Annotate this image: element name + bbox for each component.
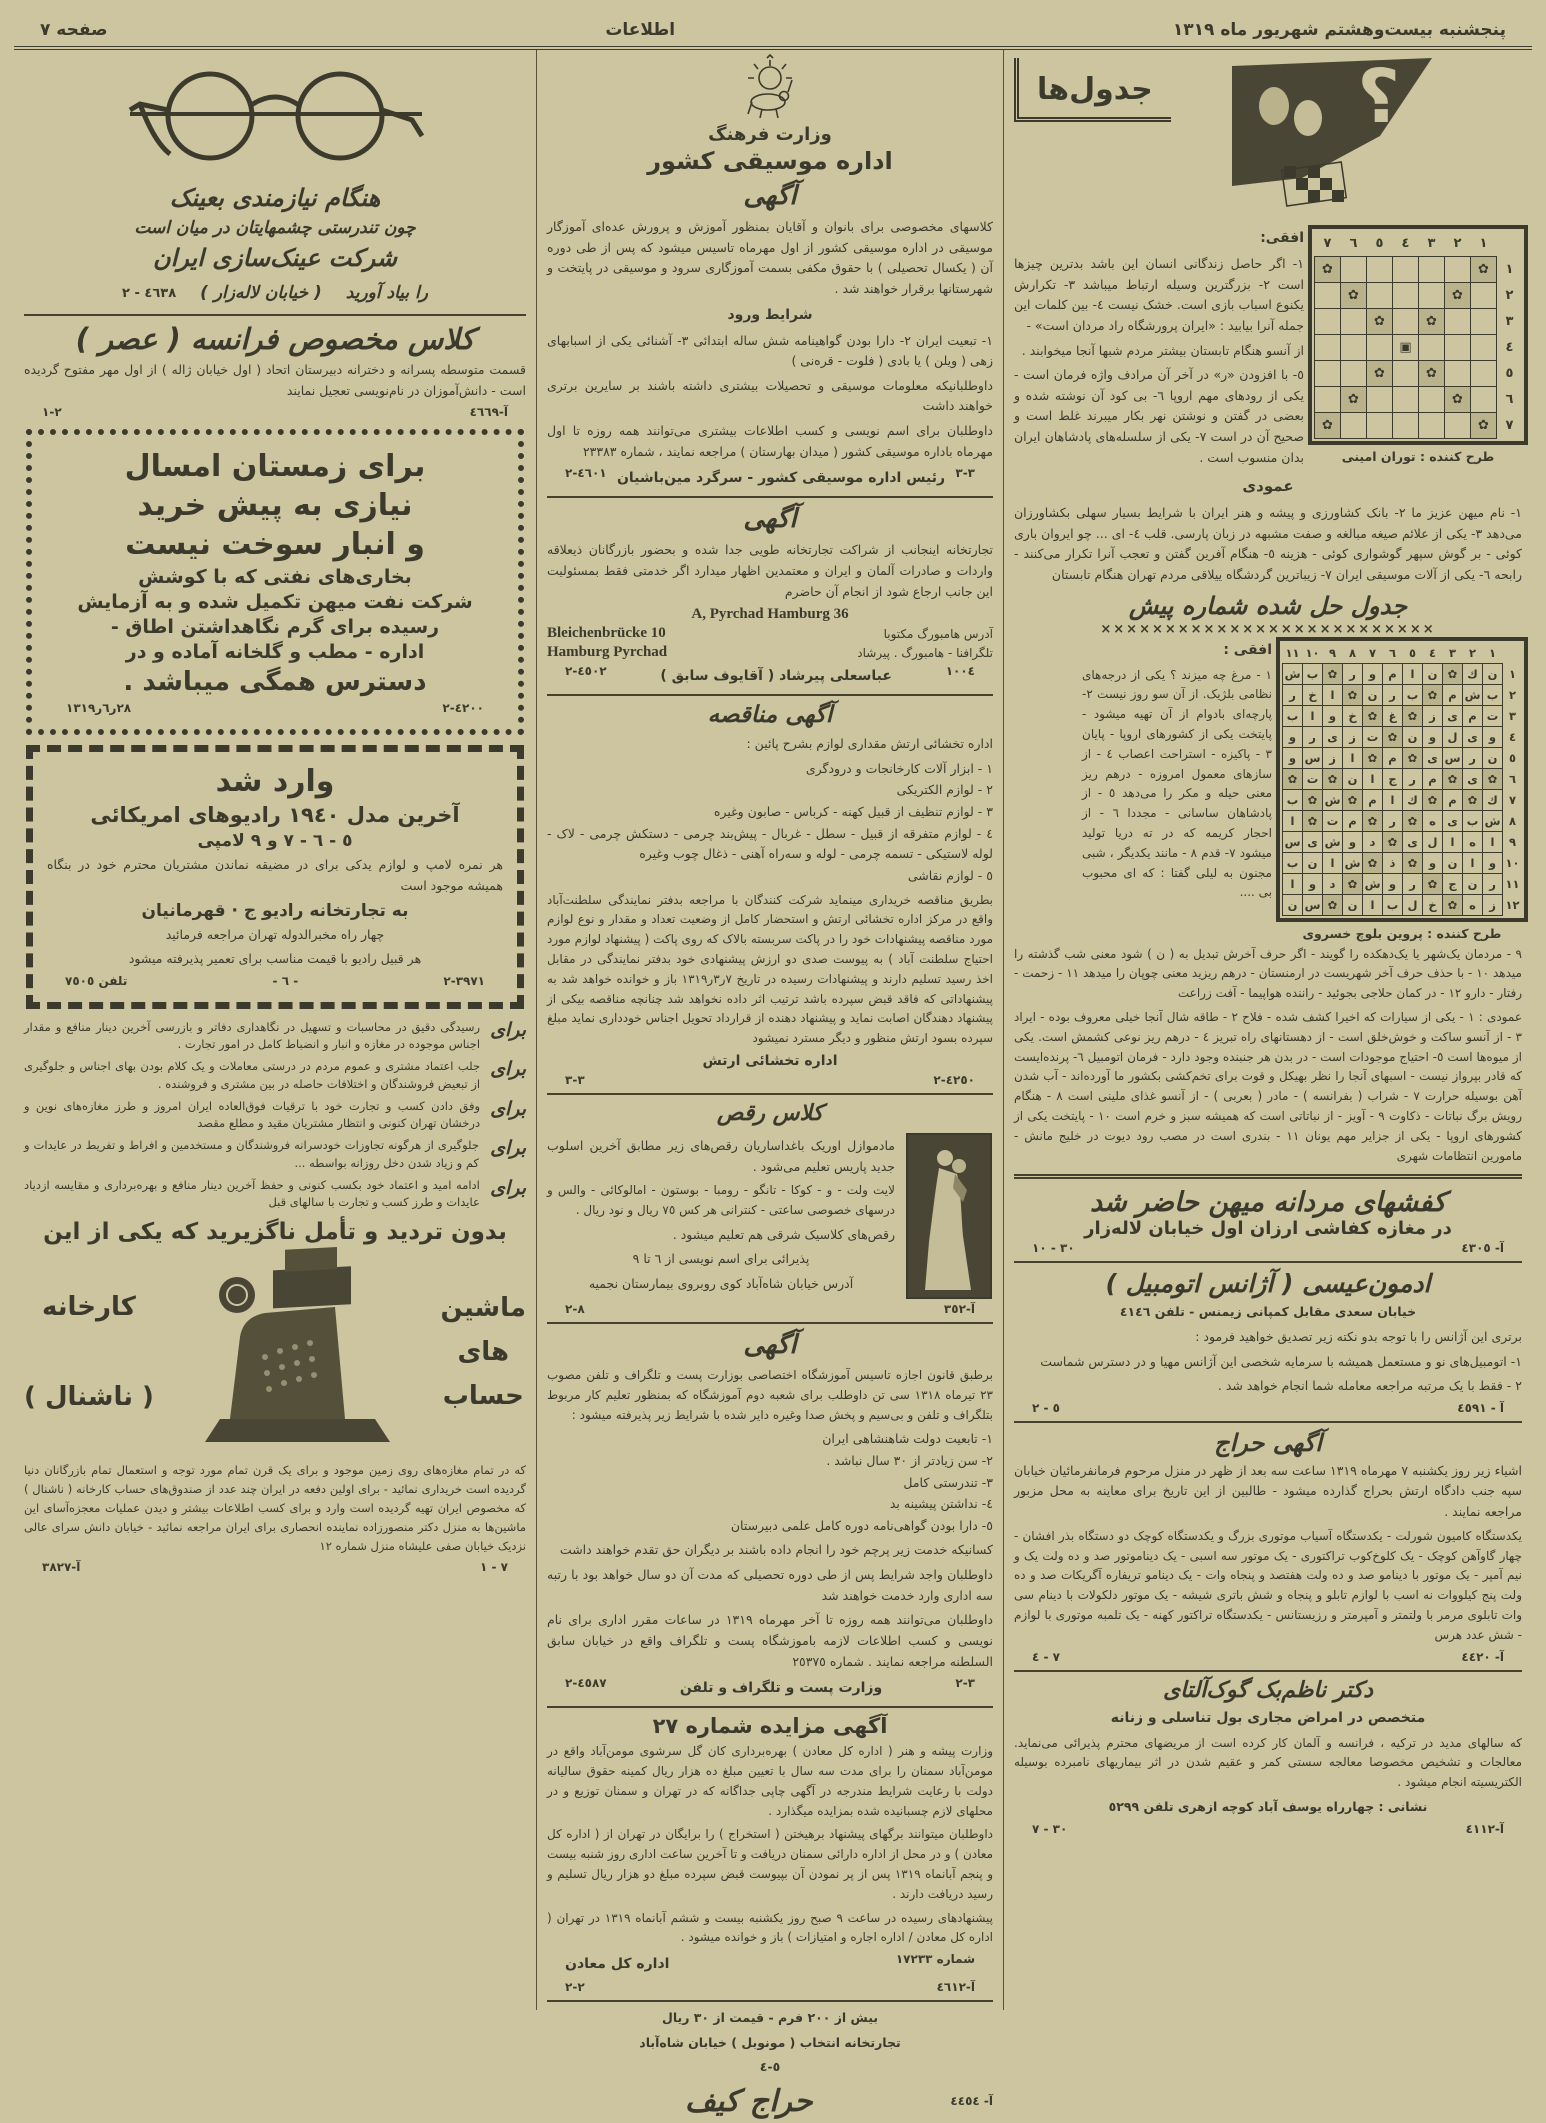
crossword-grid-new: ١ ٢ ٣ ٤ ٥ ٦ ٧ ١ ✿ ✿ ٢ ✿ ✿ ٣ ✿ ✿ ٤ ▣ ٥ ✿ ✿ ٦ ✿ ✿ ٧ ✿ ✿ <box>1314 231 1522 439</box>
ad-run-count: ٥-٤ <box>759 2059 781 2075</box>
column-puzzles <box>1004 50 1532 2010</box>
divider <box>547 1706 993 1708</box>
winter-line8: دسترس همگی میباشد . <box>123 667 427 698</box>
masthead <box>14 6 1532 50</box>
ad-run-count: ٣-٣ <box>955 466 975 481</box>
winter-line7: اداره - مطب و گلخانه آماده و در <box>125 641 425 664</box>
music-conditions: ١- تبعیت ایران ٢- دارا بودن گواهینامه شش ساله ابتدائی ٣- آشنائی یکی از اسبابهای زهی ( ویلن ) یا بادی ( فلوت - قره‌نی ) <box>547 332 993 369</box>
brand-word: ( ناشنال ) <box>24 1382 154 1413</box>
question-mark-icon: ؟ <box>1357 54 1400 140</box>
baraye-text: رسیدگی دقیق در محاسبات و تسهیل در نگاهداری دفاتر و بازرسی آخرین دینار منافع و مقدار اجناس موجوده در مغازه و انبار و انضباط کامل در امور تجارت . <box>24 1019 481 1051</box>
baraye-lead: برای <box>490 1018 526 1041</box>
solved-designer: طرح کننده : پروین بلوچ خسروی <box>1302 925 1502 941</box>
doctor-bio: که سالهای مدید در ترکیه ، فرانسه و آلمان کار کرده است از مریضهای محترم پذیرائی می‌نماید. معالجات و تشخیص مخصوصا معالجه سستی کمر و عقیم شدن در اثر بیماریهای نامبرده بوسیله الکتریسیته انجام میشود . <box>1014 1735 1522 1790</box>
tender-signature: اداره تخشائی ارتش <box>702 1052 838 1069</box>
divider <box>547 1322 993 1324</box>
lion-and-sun-emblem <box>547 58 993 122</box>
ornament-row: ×××××××××××××××××××××××××× <box>1100 621 1436 637</box>
mines-auction-title: آگهی مزایده شماره ٢٧ <box>652 1714 888 1739</box>
list-item <box>24 1019 526 1054</box>
eyeglasses-illustration <box>24 58 526 178</box>
cash-register-body: که در تمام مغازه‌های روی زمین موجود و برای یک قرن تمام مورد توجه و استعمال تمام بازرگانان دنیا گردیده است خریداری نمائید - برای اولین دفعه در ایران چند عدد از صندوق‌های حساب کارخانه ( ناشنال ) که مخصوص ایران تهیه گردیده است وارد و برای کسب اطلاعات بیشتر و دیدن عملیات معجزه‌آسای این ماشین‌ها به منزل دکتر منصورزاده نماینده انحصاری برای ایران مراجعه نمائید - خیابان دانش سرای عالی نزدیک خیابان صفی علیشاه منزل شماره ١٢ <box>24 1463 526 1554</box>
notice-label: آگهی <box>743 181 797 211</box>
ad-ref: ٤٥٨٧-٢ <box>565 1676 607 1691</box>
auction-ad-items: یکدستگاه کامیون شورلت - یکدستگاه آسیاب موتوری بزرگ و یکدستگاه کوچک دو دستگاه بذر افشان - چهار گاوآهن کوچک - یک کلوخ‌کوب تراکتوری - یک موتور سه اسبی - یک دیناموتور صد و ده ولت یک و نیم آمپر - یک موتور با دینامو صد و ده ولت هفتصد و پنجاه وات - یک دینامو تریفاره آگریکات صد و ده ولت پنج کیلووات نه اسب با لوازم تابلو و پنجاه و شش باتری شیشه - یک موتور دلکولات با دینام سی وات تابلوی مرمر با ولتمتر و آمپرمتر و رزیستانس - یکدستگاه تراکتور کهنه - یک تلمبه موتوری با لوازم - شش عدد هرس <box>1014 1528 1522 1642</box>
tender-title: آگهی مناقصه <box>707 702 833 729</box>
baraye-text: ادامه امید و اعتماد خود بکسب کنونی و حفظ آخرین دینار منافع و بهره‌برداری و مقایسه ازدیاد عایدات و طرز کسب و تجارت با سالهای قبل <box>24 1177 480 1209</box>
ad-ref: ١٠٠٤ <box>945 664 975 679</box>
winter-line4: بخاری‌های نفتی که با کوشش <box>138 566 412 589</box>
divider <box>24 314 526 316</box>
telegraph-p4: داوطلبان می‌توانند همه روزه تا آخر مهرماه ١٣١٩ در ساعات مقرر اداری برای نام نویسی و کسب اطلاعات لازمه باموزشگاه پست و تلگراف واقع در خیابان سابق السلطنه مراجعه نمایند . شماره ٢٥٣٧٥ <box>547 1612 993 1669</box>
tender-item: ٢ - لوازم الکتریکی <box>896 782 993 798</box>
baraye-lead: برای <box>490 1176 526 1199</box>
pyrchad-latin-address-3: Hamburg Pyrchad <box>547 644 668 661</box>
down-label: عمودی <box>1242 477 1294 496</box>
radio-arrived-line: وارد شد <box>215 764 335 800</box>
radio-repair-note: هر قبیل رادیو با قیمت مناسب برای تعمیر پذیرفته میشود <box>128 951 422 967</box>
across-clues-2: از آنسو هنگام تابستان بیشتر مردم شبها آنجا میخوابند . <box>1021 342 1304 358</box>
auto-agency-title: ادمون‌عیسی ( آژانس اتومبیل ) <box>1105 1269 1431 1299</box>
pyrchad-signature: عباسعلی پیرشاد ( آقایوف سابق ) <box>660 668 892 685</box>
eyeglasses-line1: هنگام نیازمندی بعینک <box>169 184 381 212</box>
divider <box>1014 1261 1522 1263</box>
across-label: افقی: <box>1260 230 1304 246</box>
cash-register-word2: های <box>457 1337 510 1368</box>
cash-register-word3: حساب <box>442 1381 524 1412</box>
auto-agency-p2: ١- اتومبیل‌های نو و مستعمل همیشه با سرمایه شخصی این آژانس مهیا و در دسترس شماست <box>1040 1353 1522 1369</box>
ad-ref: آ - ٤٥٩١ <box>1457 1400 1504 1415</box>
radio-tubes-line: ٥ - ٦ - ٧ و ٩ لامپی <box>197 831 353 852</box>
mines-auction-notice <box>547 1714 993 1994</box>
solved-clues-9-12: ٩ - مردمان یک‌شهر یا یک‌دهکده را گویند - اگر حرف آخرش تبدیل به ( ن ) شود معنی شب گذشته را میدهد ١٠ - با حذف حرف آخر شهریست در ارمنستان - درهم ریزید معنی چوپان را میدهد ١١ - زحمت - رفتار - دارو ١٢ - در کمان حلاجی بجوئید - راننده هواپیما - آفت زراعت <box>1014 946 1522 1001</box>
couple-illustration <box>1232 54 1522 223</box>
telegraph-item: ٥- دارا بودن گواهی‌نامه دوره کامل علمی دبیرستان <box>730 1517 993 1533</box>
winter-line3: و انبار سوخت نیست <box>125 527 425 563</box>
ad-run-count: ٣-٢ <box>955 1676 975 1691</box>
cash-register-word1: ماشین‌ <box>440 1292 526 1323</box>
dance-address: آدرس خیابان شاه‌آباد کوی روبروی بیمارستان نجمیه <box>588 1276 854 1292</box>
ad-ref: آ-٤٦٦٩ <box>469 405 508 420</box>
telegraph-item: ٣- تندرستی کامل <box>903 1474 993 1490</box>
mines-p3: پیشنهادهای رسیده در ساعت ٩ صبح روز یکشنبه بیست و ششم آبانماه ١٣١٩ در تهران ( اداره کل معادن / اداره اجاره و امتیازات ) باز و خوانده میشود . <box>547 1910 993 1945</box>
cash-register-headline: بدون تردید و تأمل ناگزیرید که یکی از این <box>43 1219 507 1246</box>
dance-class-ad <box>547 1101 993 1316</box>
ad-ref: آ-٤٦١٢ <box>936 1980 975 1995</box>
radio-stock-note: هر نمره لامپ و لوازم یدکی برای در مضیقه نماندن مشتریان محترم خود در بنگاه همیشه موجود است <box>47 857 503 893</box>
dance-p2: لایت ولت - و - کوکا - تانگو - رومبا - بوستون - امالوکائی - والس و درسهای خصوصی ساعتی - کنترانی هر کس ٧٥ ریال و نود ریال . <box>547 1183 895 1218</box>
pyrchad-address-note: آدرس هامبورگ مکتوبا <box>883 626 993 641</box>
list-item <box>24 1137 526 1172</box>
telegraph-intro: برطبق قانون اجازه تاسیس آموزشگاه اختصاصی بوزارت پست و تلگراف و تلفن مصوب ٢٣ تیرماه ١٣١٨ سی تن داوطلب برای شعبه دوم آموزشگاه که بمنظور تعلیم کار مربوط بتلگراف و تلفن و بی‌سیم و پخش صدا وغیره دایر شده با شرایط زیر پذیرفته میشود : <box>547 1367 993 1422</box>
office-name: اداره موسیقی کشور <box>647 147 893 175</box>
mines-p1: وزارت پیشه و هنر ( اداره کل معادن ) بهره‌برداری کان گل سرشوی مومن‌آباد واقع در مومن‌آباد سمنان را برای مدت سه سال با تعیین مبلغ ده هزار ریال کمینه حقوق سالیانه دولت با رعایت شرایط مندرجه در آگهی چاپی جداگانه که در تهران و سمنان توزیع و در محلهای لازم چسبانیده شده بمزایده میگذارد . <box>547 1744 993 1818</box>
across-clues-1: ١- اگر حاصل زندگانی انسان این باشد بدترین چیزها است ٢- بزرگترین وسیله ارتباط میباشد ٣- تکرارش یکنوع اسباب بازی است. خشک نیست ٤- بین کلمات این جمله آنرا بیابید : «ایران پرورشگاه راد مردان است» - <box>1014 256 1304 333</box>
winter-line6: رسیده برای گرم نگاهداشتن اطاق - <box>110 616 440 639</box>
ad-ref: ٤٦٠١-٢ <box>565 466 607 481</box>
entekhab-price-line: بیش از ٢٠٠ فرم - قیمت از ٣٠ ریال <box>661 2010 879 2026</box>
telegraph-item: ١- تابعیت دولت شاهنشاهی ایران <box>822 1431 993 1447</box>
shoes-ad <box>1014 1187 1522 1255</box>
dancer-illustration <box>905 1132 993 1300</box>
list-item <box>24 1098 526 1133</box>
radio-shop-name: به تجارتخانه رادیو ج · قهرمانیان <box>141 900 409 921</box>
mines-p2: داوطلبان میتوانند برگهای پیشنهاد برهیختن ( استخراج ) را برایگان در تهران از ( اداره کل معادن ) و در محل از اداره دارائی سمنان دریافت و تا آخرین ساعت اداری روز شنبه بیست و پنجم آبانماه ١٣١٩ پس از پر نمودن آن بپیوست قبض سپرده مبلغ دو هزار ریال تسلیم و رسید دریافت دارند . <box>547 1827 994 1901</box>
tender-item: ١ - ابزار آلات کارخانجات و درودگری <box>805 760 993 776</box>
french-class-title: کلاس مخصوص فرانسه ( عصر ) <box>75 322 475 356</box>
solved-across-clues: ١ - مرغ چه میزند ؟ یکی از درجه‌های نظامی بلژیک. از آن سو روز نیست ٢- پارچه‌ای بادوام از آن تهیه میشود - پایتخت یکی از کشورهای اروپا - پایان ٣ - پاکیزه - استراحت اعصاب ٤ - از سازهای معمول امروزه - درهم ریز معنی حیله و مکر را می‌دهد ٥ - از پادشاهان ساسانی - مجددا ٦ - از احجار کریمه که در ته دریا تولید میشود ٧- قدم ٨ - مانند یکدیگر ، شبی مجنون به لیلی گفتا : که ای محبوب بی .... <box>1082 667 1273 900</box>
solved-down-clues: عمودی : ١ - یکی از سیارات که اخیرا کشف شده - فلاح ٢ - طاقه شال آنجا خیلی معروف بوده - ایراد ٣ - از آنسو ساکت و خوش‌خلق است - از دهستانهای راه تبریز ٤ - درهم ریز نوعی کشمش است. یکی از میوه‌ها است ٥- احتیاج موجودات است - در بدن هر جنبنده وجود دارد - فرمان اتومبیل ٦- پرنده‌ایست که قادر بپرواز نیست - اسبهای آنجا را نظر بهیکل و قوت برای تخم‌کشی بکشور ما آورده‌اند - آب شدن آهن بوسیله حرارت ٧ - شراب ( بفرانسه ) - مادر ( بعربی ) - از آنسو غذای ملینی است ٨ - هنگام رویش برگ نباتات - ذکاوت ٩ - آویز - از نباتاتی است که همیشه سبز و خرم است ١٠ - پایتخت یکی از کشورهای اروپا - یکی از جزایر مهم یونان ١١ - بندری است در مصب رود دیوت در خلیج مانش - مامورین انتظامات شهری <box>1014 1009 1523 1163</box>
column-ads <box>14 50 536 2010</box>
telegraph-p2: کسانیکه خدمت زیر پرچم خود را انجام داده باشند بر دیگران حق تقدم خواهند داشت <box>559 1542 993 1558</box>
ad-ref: آ-٣٨٢٧ <box>42 1560 81 1575</box>
baraye-text: جلوگیری از هرگونه تجاوزات خودسرانه فروشندگان و مستخدمین و افراط و تفریط در عایدات و کم و زیاد شدن دخل روزانه بواسطه ... <box>24 1138 479 1170</box>
pyrchad-body: تجارتخانه اینجانب از شراکت تجارتخانه طویی جدا شده و بحضور بازرگانان ذیعلاقه واردات و صادرات آلمان و ایران و معتمدین اظهار میدارد اگر خدمتی فقط بمسئولیت این جانب ارجاع شود از انجام آن حاضرم <box>547 542 993 599</box>
telegraph-school-notice <box>547 1330 993 1700</box>
tender-intro: اداره تخشائی ارتش مقداری لوازم بشرح پائین : <box>746 736 993 752</box>
eyeglasses-line2: چون تندرستی چشمهایتان در میان است <box>134 218 416 238</box>
crossword-designer: طرح کننده : توران امینی <box>1341 449 1495 464</box>
ad-run-count: ٧ - ١ <box>480 1560 508 1575</box>
ad-run-count: ٣٠ - ١٠ <box>1032 1241 1075 1256</box>
telegraph-p3: داوطلبان واجد شرایط پس از طی دوره تحصیلی که مدت آن دو سال خواهد بود با رتبه سه اداری وارد خدمت خواهند شد <box>547 1567 993 1603</box>
tender-item: ٥ - لوازم نقاشی <box>907 867 993 883</box>
ad-ref: ٣٩٧١-٢ <box>443 973 485 988</box>
auction-ad <box>1014 1429 1522 1664</box>
pyrchad-telegraph-note: تلگرافنا - هامبورگ . پیرشاد <box>857 645 993 660</box>
factory-word: کارخانه <box>42 1292 136 1323</box>
dance-p1: مادموازل اوریک باغداساریان رقص‌های زیر مطابق آخرین اسلوب جدید پاریس تعلیم می‌شود . <box>547 1137 895 1174</box>
army-tender-notice <box>547 702 993 1087</box>
ad-ref: آ-٣٥٢ <box>943 1301 975 1316</box>
ministry-name: وزارت فرهنگ <box>708 124 832 145</box>
baraye-lead: برای <box>490 1097 526 1120</box>
divider <box>1014 1670 1522 1672</box>
entekhab-address: تجارتخانه انتخاب ( مونوبل ) خیابان شاه‌آباد <box>639 2034 901 2050</box>
bag-sale-title: حراج کیف <box>684 2084 813 2120</box>
auto-agency-address: خیابان سعدی مقابل کمپانی زیمنس - تلفن ٤١٤٦ <box>1119 1304 1417 1320</box>
solved-puzzle-title: جدول حل شده شماره پیش <box>1128 591 1408 620</box>
masthead-page-number: صفحه ٧ <box>40 20 108 40</box>
eyeglasses-company: شرکت عینک‌سازی ایران <box>152 244 398 272</box>
column-notices <box>536 50 1004 2120</box>
eyeglasses-street: ( خیابان لاله‌زار ) <box>200 283 322 303</box>
cash-register-illustration <box>185 1247 410 1457</box>
pyrchad-notice <box>547 504 993 688</box>
cash-register-ad <box>24 1219 526 1574</box>
ad-ref: آ-٤١١٢ <box>1465 1821 1504 1836</box>
divider <box>547 694 993 696</box>
baraye-text: جلب اعتماد مشتری و عموم مردم در درستی معاملات و یک کلام بودن بهای اجناس و جلوگیری از تبعیض فروشندگان و اختلافات حاصله در بین مشتری و فروشنده . <box>24 1059 481 1091</box>
telegraph-item: ٢- سن زیادتر از ٣٠ سال نباشد . <box>826 1452 993 1468</box>
dance-p4: پذیرائی برای اسم نویسی از ٦ تا ٩ <box>632 1251 810 1267</box>
radio-model-line: آخرین مدل ١٩٤٠ رادیوهای امریکائی <box>90 803 460 828</box>
winter-line2: نیازی به پیش خرید <box>137 488 413 524</box>
masthead-paper-name: اطلاعات <box>605 20 676 40</box>
ad-ref: ٤٦٣٨ - ٢ <box>122 285 177 301</box>
ad-run-count: ٧ - ٤ <box>1032 1649 1060 1664</box>
bag-sale-ad <box>547 2080 993 2123</box>
baraye-list <box>24 1019 526 1212</box>
auto-agency-p1: برتری این آژانس را با توجه بدو نکته زیر تصدیق خواهید فرمود : <box>1195 1328 1522 1344</box>
french-class-body: قسمت متوسطه پسرانه و دخترانه دبیرستان اتحاد ( اول خیابان ژاله ) از اول مهر مفتوح گردیده است - دانش‌آموزان در نام‌نویسی تعجیل نمایند <box>24 362 526 398</box>
divider <box>547 1093 993 1095</box>
mines-signature: اداره کل معادن <box>565 1956 670 1973</box>
divider <box>547 2000 993 2002</box>
ad-ref: آ- ٤٤٢٠ <box>1461 1649 1504 1664</box>
winter-line5: شرکت نفت میهن تکمیل شده و به آزمایش <box>77 591 473 614</box>
shoes-ad-address: در مغازه کفاشی ارزان اول خیابان لاله‌زار <box>1084 1218 1452 1240</box>
notice-label: آگهی <box>743 1329 797 1360</box>
ad-run-count: ٤٥٠٢-٢ <box>565 664 607 679</box>
ad-run-count: ٥ - ٢ <box>1032 1400 1060 1415</box>
tender-item: ٤ - لوازم متفرقه از قبیل - سطل - غربال - پیش‌بند چرمی - دستکش چرمی - لاک - لوله لاستیکی - تسمه چرمی - لوله و سه‌راه آهنی - ذغال چوب وغیره <box>547 825 993 862</box>
ad-ref: ٤٢٥٠-٢ <box>933 1072 975 1087</box>
doctor-specialty: متخصص در امراض مجاری بول تناسلی و زنانه <box>1110 1709 1426 1726</box>
list-item <box>24 1177 526 1212</box>
ad-ref: آ- ٤٤٥٤ <box>950 2093 993 2108</box>
ad-date: ٢٨ر٦ر١٣١٩ <box>66 701 132 716</box>
ad-run-count: ٢-٢ <box>565 1980 585 1995</box>
baraye-lead: برای <box>490 1137 526 1160</box>
music-registration-note: داوطلبان برای اسم نویسی و کسب اطلاعات بیشتری می‌توانند همه روزه تا اول مهرماه باداره موسیقی کشور ( میدان بهارستان ) مراجعه نمایند ، شماره ٢٣٣٨٣ <box>547 423 993 459</box>
winter-heater-ad <box>26 429 524 735</box>
auto-agency-p3: ٢ - فقط با یک مرتبه مراجعه معامله شما انجام خواهد شد . <box>1217 1378 1522 1394</box>
winter-line1: برای زمستان امسال <box>124 449 426 485</box>
radio-address: چهار راه مخبرالدوله تهران مراجعه فرمائید <box>165 926 385 942</box>
eyeglasses-ad <box>24 58 526 308</box>
tender-body: بطریق مناقصه خریداری مینماید شرکت کنندگان با مراجعه بدفتر نمایندگی سلطنت‌آباد واقع در مرکز اداره تخشائی ارتش و استحضار کامل از وضعیت تعداد و مقدار و نوع لوازم مورد مناقصه پیشنهادات خود را در پاکت سربسته بالاک که روی پاکت ( پیشنهاد لوازم مورد احتیاج سلطنت آباد ) به پیوست صدی دو ارزش پیشنهادی خود بدفتر نمایندگی در مقابل اخذ رسید تسلیم دارند و پیشنهادات رسیده در تاریخ ٧ر٣ر١٣١٩ باز و خوانده خواهد شد به پیشنهاداتی که فاقد قبض سپرده باشد ترتیب اثر داده نخواهد شد چنانچه مناقصه بیکی از پیشنهاد دهندگان اصابت نماید و پیشنهاد دهنده از قرارداد تحویل اجناس خودداری نماید مبلغ سپرده بسود ارتش منظور و دیگر مسترد نمیشود <box>547 892 993 1046</box>
entry-conditions-label: شرایط ورود <box>727 306 813 323</box>
baraye-text: وفق دادن کسب و تجارت خود با ترقیات فوق‌العاده ایران امروز و طرز مغازه‌های نوین و درخشان تهران کنونی و انتظار مشتریان مقید و مطلع مقصد <box>24 1098 481 1130</box>
ad-ref: ٤٢٠٠-٢ <box>442 701 484 716</box>
telegraph-signature: وزارت پست و تلگراف و تلفن <box>679 1680 883 1697</box>
entekhab-ad <box>547 2008 993 2078</box>
music-priority-note: داوطلبانیکه معلومات موسیقی و تحصیلات بیشتری داشته باشند بر سایرین برتری خواهند داشت <box>547 377 993 414</box>
pyrchad-latin-address-1: A, Pyrchad Hamburg 36 <box>691 606 849 623</box>
doctor-name: دکتر ناظم‌بک گوک‌آلتای <box>1162 1677 1374 1703</box>
divider <box>1014 1174 1522 1179</box>
radio-phone: تلفن ٧٥٠٥ <box>65 973 128 988</box>
auction-ad-title: آگهی حراج <box>1214 1428 1322 1457</box>
puzzles-section-title: جدول‌ها <box>1014 58 1171 122</box>
mines-ref-number: شماره ١٧٢٣٣ <box>895 1952 975 1967</box>
across-clues-3: ٥- با افزودن «ر» در آخر آن مرادف واژه فرمان است - یکی از رودهای مهم اروپا ٦- بی کود آن نوشته شده و بعضی در گفتن و نوشتن نهر بکار میبرند غلط است و صحیح آن در است ٧- یکی از سلسله‌های پادشاهان ایران بدان منسوب است . <box>1014 367 1304 465</box>
telegraph-item: ٤- نداشتن پیشینه بد <box>889 1496 993 1512</box>
ad-run-count: ٨-٢ <box>565 1301 585 1316</box>
eyeglasses-line4: را بیاد آورید <box>345 283 428 303</box>
ad-run-count: - ٦ - <box>272 973 299 988</box>
ad-run-count: ٣-٣ <box>565 1072 585 1087</box>
pyrchad-latin-address-2: Bleichenbrücke 10 <box>547 625 666 642</box>
auction-ad-p1: اشیاء زیر روز یکشنبه ٧ مهرماه ١٣١٩ ساعت سه بعد از ظهر در منزل مرحوم فرمانفرمائیان خیابان سپه جنب دادگاه ارتش بحراج گذارده میشود - طالبین از این تاریخ برای معاینه به محل مزبور مراجعه نمایند . <box>1014 1462 1523 1520</box>
ad-run-count: ٢-١ <box>42 405 62 420</box>
dance-class-title: کلاس رقص <box>716 1100 824 1126</box>
auto-agency-ad <box>1014 1269 1522 1415</box>
masthead-date: پنجشنبه بیست‌وهشتم شهریور ماه ١٣١٩ <box>1172 20 1506 40</box>
ad-run-count: ٣٠ - ٧ <box>1032 1821 1068 1836</box>
list-item <box>24 1058 526 1093</box>
ad-ref: آ- ٤٣٠٥ <box>1461 1241 1504 1256</box>
french-class-ad <box>24 322 526 419</box>
divider <box>547 496 993 498</box>
music-signature: رئیس اداره موسیقی کشور - سرگرد مین‌باشیان <box>616 470 946 487</box>
divider <box>1014 1421 1522 1423</box>
crossword-grid-solved: ١ ٢ ٣ ٤ ٥ ٦ ٧ ٨ ٩ ١٠ ١١ ١ ن ك ✿ ن ا م و ر ✿ ب ش ٢ ب ش م ✿ ب ر ن ✿ ا خ ر ٣ ت م ی ز ✿ غ ✿ خ و ا ب ٤ و ی ل و ن ✿ ت ز ی ر و ٥ ن ر س ی ✿ م ✿ ا ز س و ٦ ✿ ی ✿ م ر ج ا ن ✿ ت ✿ ٧ ك ✿ م ✿ ك ا م ✿ ش ✿ ب ٨ ش ب ی ه ✿ ر ✿ م ت ✿ ا ٩ ا ه ا ل ی ✿ د و ش ی س ١٠ و ا ن و ✿ ذ ✿ ش ا ن ب ١١ ر ن ج ✿ ر و ش ✿ د و ا ١٢ ز ه ✿ خ ل ب ا ن ✿ س ن <box>1282 643 1522 916</box>
dance-p3: رقص‌های کلاسیک شرقی هم تعلیم میشود . <box>672 1226 895 1242</box>
down-clues: ١- نام میهن عزیز ما ٢- بانک کشاورزی و پیشه و هنر ایران با شرایط بسیار سهلی بکشاورزان می‌دهد ٣- یکی از علائم صیغه مبالغه و صفت مشبهه در زبان پارسی. قلب ٤- ای ... چو ایروان باری کوئی - بر گوش سپهر گوشواری کوئی - هزینه ٥- هنگام آفرین گفتن و تعجب آنرا تکرار می‌کنند - رابحه ٦- یکی از آلات موسیقی ایران ٧- زیباترین گردشگاه ییلاقی مردم تهران هنگام تابستان <box>1014 505 1523 582</box>
baraye-lead: برای <box>490 1058 526 1081</box>
shoes-ad-title: کفشهای مردانه میهن حاضر شد <box>1089 1187 1447 1219</box>
solved-across-label: افقی : <box>1223 641 1272 658</box>
notice-label: آگهی <box>743 504 797 535</box>
doctor-address: نشانی : چهارراه یوسف آباد کوچه ازهری تلفن ٥٢٩٩ <box>1108 1799 1428 1814</box>
music-office-notice <box>547 58 993 490</box>
radio-ad <box>26 745 524 1009</box>
tender-item: ٣ - لوازم تنظیف از قبیل کهنه - کرباس - صابون وغیره <box>713 804 993 820</box>
music-notice-body: کلاسهای مخصوصی برای بانوان و آقایان بمنظور آموزش و پرورش عده‌ای آموزگار موسیقی در اداره موسیقی کشور از اول مهرماه تاسیس میشود که پس از طی دوره آن ( یکسال تحصیلی ) با حقوق مکفی بسمت آموزگاری سرود و موسیقی در پایتخت و شهرستانها برقرار خواهند شد . <box>547 219 993 296</box>
doctor-ad <box>1014 1678 1522 1836</box>
